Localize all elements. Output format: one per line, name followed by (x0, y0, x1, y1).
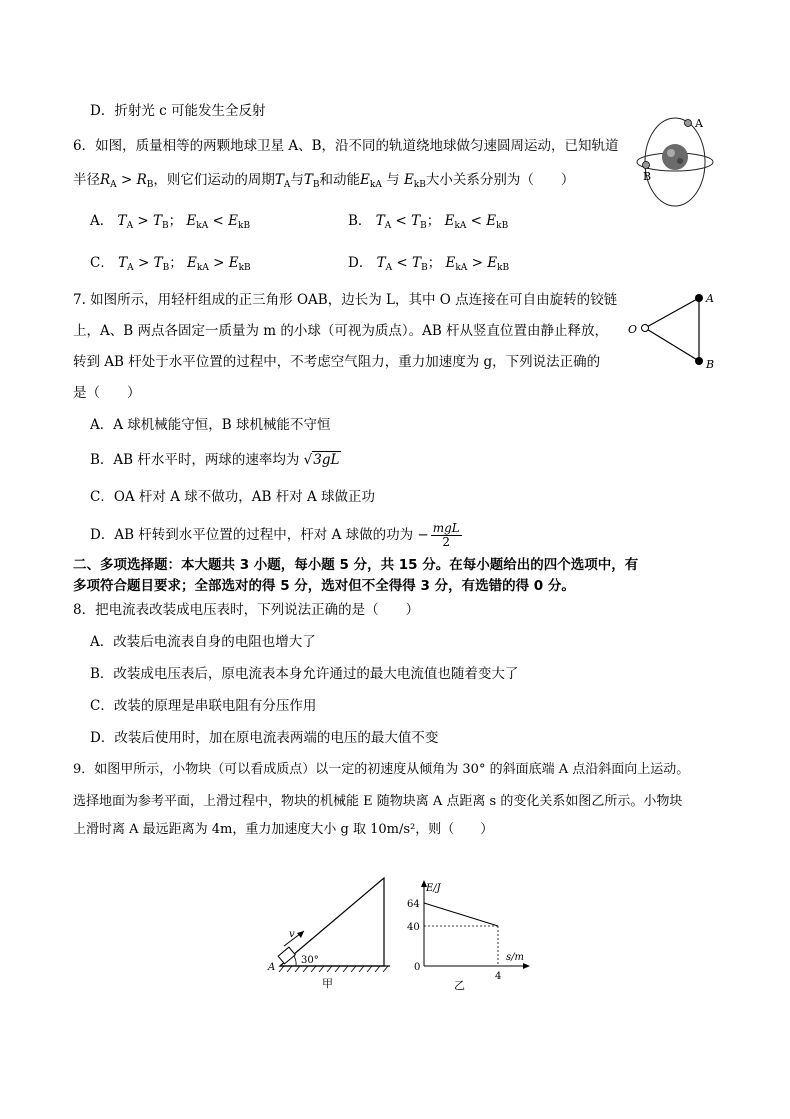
q9-stem-line3: 上滑时离 A 最远距离为 4m，重力加速度大小 g 取 10m/s²，则（ ） (73, 822, 494, 837)
point-a-label-jia: A (268, 962, 276, 973)
tick-4: 4 (495, 971, 502, 982)
q5-option-d: D．折射光 c 可能发生全反射 (90, 103, 266, 119)
tick-64: 64 (407, 899, 420, 910)
x-axis-label: s/m (506, 952, 524, 963)
q7-stem-line3: 转到 AB 杆处于水平位置的过程中，不考虑空气阻力，重力加速度为 g，下列说法正确的 (73, 354, 601, 370)
section2-heading-line2: 多项符合题目要求；全部选对的得 5 分，选对但不全得得 3 分，有选错的得 0 分。 (73, 578, 575, 594)
q8-option-b: B．改装成电压表后，原电流表本身允许通过的最大电流值也随着变大了 (90, 666, 519, 682)
point-o-label: O (628, 323, 638, 336)
incline-figure (262, 868, 397, 993)
origin-label: 0 (414, 962, 421, 973)
q6-option-d: D． $T_A < T_B$； $E_{kA} > E_{kB}$ (348, 255, 510, 273)
satellite-orbit-figure (630, 112, 720, 212)
block-icon (278, 947, 295, 964)
figure-jia-caption: 甲 (322, 977, 333, 990)
figure-yi-caption: 乙 (454, 979, 465, 992)
satellite-b-label: B (643, 170, 652, 183)
hinge-o-icon (642, 325, 649, 332)
section2-heading-line1: 二、多项选择题：本大题共 3 小题，每小题 5 分，共 15 分。在每小题给出的四个选项中，有 (73, 557, 639, 573)
y-axis-label: E/J (426, 883, 441, 894)
tick-40: 40 (407, 922, 420, 933)
q6-stem-line2: 半径$R_A > R_B$，则它们运动的周期$T_A$与$T_B$和动能$E_{kA}$ 与 $E_{kB}$大小关系分别为（ ） (73, 172, 575, 190)
q7-stem-line4: 是（ ） (73, 385, 141, 401)
ball-a-icon (695, 294, 703, 302)
ball-b-icon (695, 357, 703, 365)
q6-option-b: B． $T_A < T_B$； $E_{kA} < E_{kB}$ (348, 213, 509, 231)
q7-option-a: A．A 球机械能守恒，B 球机械能不守恒 (90, 417, 331, 433)
q7-stem-line2: 上，A、B 两点各固定一质量为 m 的小球（可视为质点）。AB 杆从竖直位置由静止释放， (73, 323, 609, 339)
q9-stem-line1: 9．如图甲所示，小物块（可以看成质点）以一定的初速度从倾角为 30° 的斜面底端 A 点沿斜面向上运动。 (73, 762, 690, 777)
satellite-a-label: A (695, 117, 703, 130)
q6-option-a: A． $T_A > T_B$； $E_{kA} < E_{kB}$ (90, 213, 251, 231)
q9-stem-line2: 选择地面为参考平面，上滑过程中，物块的机械能 E 随物块离 A 点距离 s 的变化关系如图乙所示。小物块 (73, 794, 683, 809)
q7-option-b: B．AB 杆水平时，两球的速率均为 √3gL (90, 452, 340, 468)
q8-option-d: D．改装后使用时，加在原电流表两端的电压的最大值不变 (90, 730, 439, 746)
q8-option-a: A．改装后电流表自身的电阻也增大了 (90, 634, 316, 650)
point-a-label: A (706, 292, 714, 305)
triangle-rod-figure (624, 288, 719, 373)
q7-option-c: C．OA 杆对 A 球不做功，AB 杆对 A 球做正功 (90, 489, 376, 505)
point-b-label: B (706, 358, 715, 371)
satellite-b-icon (643, 162, 650, 169)
energy-line (424, 903, 498, 926)
velocity-label: v (289, 929, 295, 940)
angle-label: 30° (301, 955, 319, 966)
earth-icon (662, 144, 688, 170)
q6-option-c: C． $T_A > T_B$； $E_{kA} > E_{kB}$ (90, 255, 251, 273)
q8-stem: 8．把电流表改装成电压表时，下列说法正确的是（ ） (73, 602, 420, 618)
q8-option-c: C．改装的原理是串联电阻有分压作用 (90, 698, 317, 714)
energy-distance-graph (400, 878, 535, 993)
q7-option-d: D．AB 杆转到水平位置的过程中，杆对 A 球做的功为 − $\frac{\text{mgL}}{2}$ (90, 521, 460, 549)
q6-stem-line1: 6．如图，质量相等的两颗地球卫星 A、B，沿不同的轨道绕地球做匀速圆周运动，已知轨道 (73, 138, 619, 154)
q7-stem-line1: 7. 如图所示，用轻杆组成的正三角形 OAB，边长为 L，其中 O 点连接在可自由旋转的铰链 (73, 292, 618, 308)
satellite-a-icon (685, 120, 692, 127)
